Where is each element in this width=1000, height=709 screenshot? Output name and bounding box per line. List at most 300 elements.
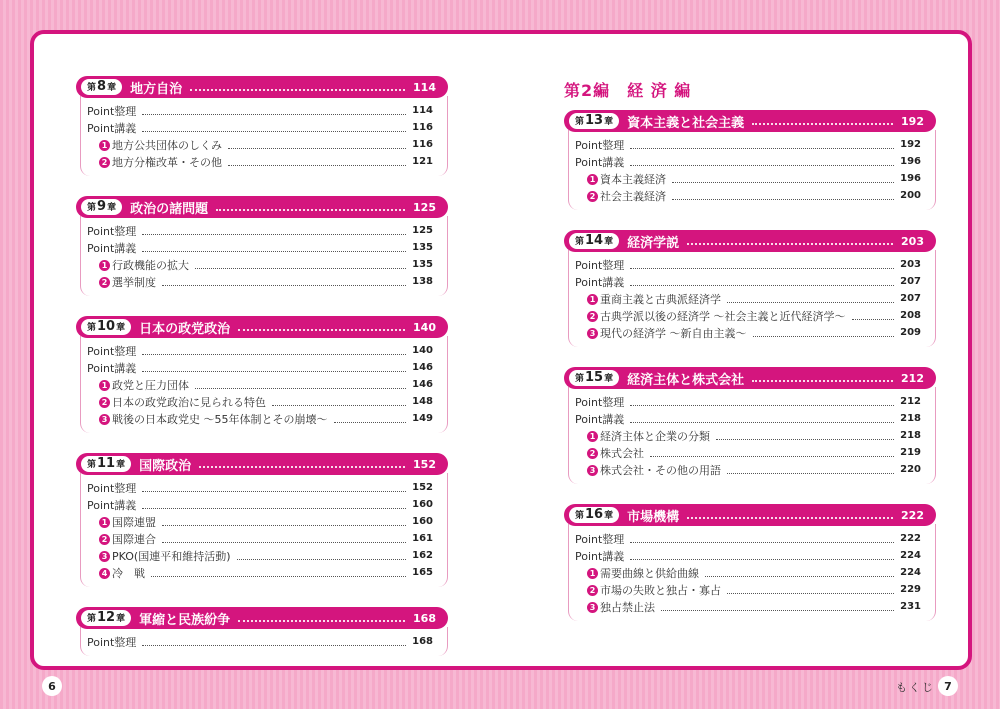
- entry-page: 116: [412, 139, 433, 150]
- chapter-prefix: 第: [575, 374, 585, 384]
- chapter-number: 11: [97, 456, 116, 471]
- entry-label-wrap: [587, 582, 721, 598]
- entry-label-wrap: [87, 634, 136, 650]
- leader-dots: [195, 381, 406, 389]
- entry-label: Point整理: [87, 224, 137, 238]
- chapter-number-badge: [569, 370, 619, 386]
- leader-dots: [727, 466, 894, 474]
- toc-entry[interactable]: [87, 530, 447, 547]
- entry-label-wrap: [99, 154, 222, 170]
- entry-label: Point講義: [575, 549, 625, 563]
- chapter-title: 経済主体と株式会社: [627, 372, 745, 388]
- entry-label-wrap: [587, 599, 655, 615]
- entry-page: 224: [900, 567, 921, 578]
- chapter-prefix: 第: [87, 203, 97, 213]
- entry-label: 選挙制度: [112, 275, 156, 289]
- entry-label: PKO(国連平和維持活動): [112, 549, 231, 563]
- entry-label: 独占禁止法: [600, 600, 655, 614]
- entry-label-wrap: [587, 428, 710, 444]
- entry-label-wrap: [87, 120, 136, 136]
- leader-dots: [228, 158, 406, 166]
- section-number-icon: 2: [587, 448, 598, 459]
- chapter-suffix: 章: [604, 237, 614, 247]
- chapter-number-badge: [569, 507, 619, 523]
- entry-label-wrap: [587, 462, 721, 478]
- entry-label: Point整理: [575, 138, 625, 152]
- entry-page: 218: [900, 430, 921, 441]
- entry-label-wrap: [99, 257, 189, 273]
- chapter-block: [564, 367, 936, 484]
- section-number-icon: 3: [99, 414, 110, 425]
- leader-dots: [630, 261, 894, 269]
- chapter-number-badge: [569, 113, 619, 129]
- toc-entry[interactable]: [87, 119, 447, 136]
- chapter-number: 8: [97, 79, 107, 94]
- chapter-title: 軍縮と民族紛争: [139, 612, 231, 628]
- toc-entry[interactable]: [575, 444, 935, 461]
- entry-label: 冷 戦: [112, 566, 145, 580]
- section-number-icon: 3: [587, 465, 598, 476]
- leader-dots: [142, 124, 406, 132]
- chapter-number-badge: [81, 79, 122, 95]
- toc-entry[interactable]: [575, 547, 935, 564]
- chapter-page: 152: [413, 457, 436, 471]
- chapter-heading[interactable]: [76, 196, 448, 218]
- section-number-icon: 3: [587, 602, 598, 613]
- toc-entry[interactable]: [575, 598, 935, 615]
- entry-page: 114: [412, 105, 433, 116]
- leader-dots: [705, 569, 894, 577]
- chapter-prefix: 第: [87, 323, 97, 333]
- chapter-heading[interactable]: [564, 367, 936, 389]
- chapter-block: [564, 110, 936, 210]
- leader-dots: [672, 192, 894, 200]
- toc-entry[interactable]: [87, 410, 447, 427]
- leader-dots: [687, 237, 893, 245]
- toc-entry[interactable]: [575, 307, 935, 324]
- leader-dots: [672, 175, 894, 183]
- entry-label-wrap: [99, 531, 156, 547]
- chapter-title: 経済学説: [627, 235, 680, 251]
- entry-label-wrap: [99, 137, 222, 153]
- chapter-number: 16: [585, 507, 604, 522]
- entry-page: 207: [900, 293, 921, 304]
- entry-label-wrap: [575, 257, 624, 273]
- entry-label-wrap: [587, 325, 747, 341]
- entry-label-wrap: [587, 445, 644, 461]
- leader-dots: [162, 518, 406, 526]
- entry-label: Point講義: [87, 121, 137, 135]
- entry-page: 121: [412, 156, 433, 167]
- entry-label-wrap: [99, 565, 145, 581]
- entry-page: 200: [900, 190, 921, 201]
- chapter-page: 192: [901, 114, 924, 128]
- entry-page: 224: [900, 550, 921, 561]
- leader-dots: [852, 312, 895, 320]
- chapter-items: [80, 96, 448, 176]
- entry-page: 162: [412, 550, 433, 561]
- chapter-items: [80, 336, 448, 433]
- chapter-prefix: 第: [87, 83, 97, 93]
- leader-dots: [237, 552, 407, 560]
- entry-label: Point整理: [575, 532, 625, 546]
- chapter-number-badge: [81, 319, 131, 335]
- entry-page: 160: [412, 516, 433, 527]
- leader-dots: [630, 535, 894, 543]
- leader-dots: [661, 603, 894, 611]
- entry-label: 株式会社・その他の用語: [600, 463, 721, 477]
- toc-entry[interactable]: [87, 393, 447, 410]
- chapter-items: [568, 387, 936, 484]
- section-number-icon: 1: [99, 517, 110, 528]
- section-number-icon: 2: [587, 191, 598, 202]
- toc-entry[interactable]: [87, 256, 447, 273]
- section-number-icon: 1: [587, 294, 598, 305]
- toc-entry[interactable]: [575, 393, 935, 410]
- entry-label-wrap: [575, 274, 624, 290]
- chapter-title: 政治の諸問題: [130, 201, 209, 217]
- entry-label-wrap: [87, 360, 136, 376]
- entry-label-wrap: [575, 394, 624, 410]
- entry-label: 国際連合: [112, 532, 156, 546]
- chapter-prefix: 第: [575, 237, 585, 247]
- entry-page: 168: [412, 636, 433, 647]
- entry-label-wrap: [575, 548, 624, 564]
- entry-page: 135: [412, 242, 433, 253]
- toc-entry[interactable]: [87, 633, 447, 650]
- section-number-icon: 2: [99, 534, 110, 545]
- chapter-items: [80, 627, 448, 656]
- chapter-suffix: 章: [604, 511, 614, 521]
- entry-label: Point講義: [575, 155, 625, 169]
- chapter-block: [76, 607, 448, 656]
- chapter-number: 14: [585, 233, 604, 248]
- chapter-suffix: 章: [107, 203, 117, 213]
- entry-label: Point講義: [87, 361, 137, 375]
- toc-entry[interactable]: [87, 239, 447, 256]
- entry-label-wrap: [87, 480, 136, 496]
- entry-label: Point整理: [87, 104, 137, 118]
- chapter-heading[interactable]: [76, 453, 448, 475]
- chapter-page: 125: [413, 200, 436, 214]
- section-number-icon: 3: [99, 551, 110, 562]
- section-number-icon: 2: [99, 277, 110, 288]
- chapter-prefix: 第: [575, 511, 585, 521]
- chapter-block: [76, 316, 448, 433]
- entry-label: 資本主義経済: [600, 172, 666, 186]
- entry-label: 地方分権改革・その他: [112, 155, 222, 169]
- page-number-right: 7: [938, 676, 958, 696]
- toc-entry[interactable]: [87, 479, 447, 496]
- entry-page: 152: [412, 482, 433, 493]
- chapter-number-badge: [81, 456, 131, 472]
- section-number-icon: 1: [587, 174, 598, 185]
- entry-page: 196: [900, 156, 921, 167]
- section-number-icon: 1: [99, 380, 110, 391]
- chapter-suffix: 章: [116, 323, 126, 333]
- entry-page: 219: [900, 447, 921, 458]
- toc-entry[interactable]: [575, 290, 935, 307]
- entry-label: Point整理: [575, 395, 625, 409]
- leader-dots: [272, 398, 406, 406]
- toc-entry[interactable]: [575, 581, 935, 598]
- section-number-icon: 4: [99, 568, 110, 579]
- entry-page: 116: [412, 122, 433, 133]
- toc-entry[interactable]: [87, 496, 447, 513]
- entry-label: 日本の政党政治に見られる特色: [112, 395, 266, 409]
- entry-label: Point講義: [87, 498, 137, 512]
- toc-entry[interactable]: [575, 136, 935, 153]
- chapter-title: 日本の政党政治: [139, 321, 231, 337]
- toc-entry[interactable]: [575, 256, 935, 273]
- entry-page: 192: [900, 139, 921, 150]
- entry-label-wrap: [99, 394, 266, 410]
- entry-page: 209: [900, 327, 921, 338]
- leader-dots: [162, 278, 406, 286]
- entry-label-wrap: [87, 103, 136, 119]
- entry-label-wrap: [575, 531, 624, 547]
- chapter-page: 114: [413, 80, 436, 94]
- toc-entry[interactable]: [575, 187, 935, 204]
- leader-dots: [630, 552, 894, 560]
- section-number-icon: 1: [587, 568, 598, 579]
- leader-dots: [142, 227, 406, 235]
- entry-label: Point整理: [575, 258, 625, 272]
- chapter-heading[interactable]: [564, 230, 936, 252]
- entry-label-wrap: [99, 514, 156, 530]
- leader-dots: [238, 614, 405, 622]
- chapter-suffix: 章: [116, 460, 126, 470]
- leader-dots: [630, 141, 894, 149]
- chapter-title: 地方自治: [130, 81, 183, 97]
- entry-label-wrap: [87, 497, 136, 513]
- part-title: 第2編 経 済 編: [564, 81, 692, 100]
- chapter-block: [76, 453, 448, 587]
- section-number-icon: 1: [587, 431, 598, 442]
- entry-page: 212: [900, 396, 921, 407]
- leader-dots: [195, 261, 406, 269]
- chapter-page: 203: [901, 234, 924, 248]
- leader-dots: [142, 638, 406, 646]
- chapter-number-badge: [569, 233, 619, 249]
- chapter-page: 140: [413, 320, 436, 334]
- entry-label-wrap: [99, 411, 328, 427]
- chapter-block: [76, 76, 448, 176]
- toc-entry[interactable]: [87, 136, 447, 153]
- section-number-icon: 2: [587, 311, 598, 322]
- chapter-prefix: 第: [575, 117, 585, 127]
- entry-label-wrap: [575, 137, 624, 153]
- entry-label: 政党と圧力団体: [112, 378, 189, 392]
- entry-label: 経済主体と企業の分類: [600, 429, 710, 443]
- leader-dots: [630, 278, 894, 286]
- toc-entry[interactable]: [575, 461, 935, 478]
- chapter-page: 222: [901, 508, 924, 522]
- entry-label: Point講義: [575, 275, 625, 289]
- leader-dots: [162, 535, 406, 543]
- chapter-number-badge: [81, 199, 122, 215]
- entry-page: 148: [412, 396, 433, 407]
- entry-label: 古典学派以後の経済学 〜社会主義と近代経済学〜: [600, 309, 846, 323]
- entry-label-wrap: [575, 411, 624, 427]
- entry-page: 149: [412, 413, 433, 424]
- entry-label-wrap: [587, 308, 846, 324]
- toc-entry[interactable]: [87, 273, 447, 290]
- section-number-icon: 3: [587, 328, 598, 339]
- entry-label: Point整理: [87, 635, 137, 649]
- chapter-items: [568, 250, 936, 347]
- chapter-suffix: 章: [604, 117, 614, 127]
- chapter-items: [568, 130, 936, 210]
- toc-entry[interactable]: [87, 564, 447, 581]
- left-column: [76, 76, 448, 676]
- entry-page: 196: [900, 173, 921, 184]
- entry-page: 125: [412, 225, 433, 236]
- entry-label: 地方公共団体のしくみ: [112, 138, 222, 152]
- entry-page: 207: [900, 276, 921, 287]
- leader-dots: [151, 569, 406, 577]
- chapter-heading[interactable]: [76, 76, 448, 98]
- toc-entry[interactable]: [575, 170, 935, 187]
- entry-label: 社会主義経済: [600, 189, 666, 203]
- leader-dots: [216, 203, 405, 211]
- leader-dots: [142, 244, 406, 252]
- leader-dots: [142, 484, 406, 492]
- leader-dots: [142, 107, 406, 115]
- entry-page: 146: [412, 362, 433, 373]
- chapter-heading[interactable]: [564, 504, 936, 526]
- leader-dots: [334, 415, 407, 423]
- entry-label-wrap: [99, 274, 156, 290]
- chapter-block: [76, 196, 448, 296]
- chapter-number: 15: [585, 370, 604, 385]
- chapter-block: [564, 504, 936, 621]
- entry-page: 208: [900, 310, 921, 321]
- entry-label-wrap: [99, 377, 189, 393]
- chapter-heading[interactable]: [76, 316, 448, 338]
- entry-label-wrap: [587, 565, 699, 581]
- chapter-number-badge: [81, 610, 131, 626]
- entry-page: 160: [412, 499, 433, 510]
- leader-dots: [238, 323, 405, 331]
- toc-entry[interactable]: [87, 513, 447, 530]
- entry-page: 229: [900, 584, 921, 595]
- entry-label-wrap: [87, 223, 136, 239]
- chapter-suffix: 章: [116, 614, 126, 624]
- section-number-icon: 1: [99, 260, 110, 271]
- leader-dots: [630, 158, 894, 166]
- entry-label: 戦後の日本政党史 〜55年体制とその崩壊〜: [112, 412, 328, 426]
- entry-label-wrap: [87, 343, 136, 359]
- leader-dots: [630, 415, 894, 423]
- chapter-items: [80, 216, 448, 296]
- toc-entry[interactable]: [575, 273, 935, 290]
- entry-page: 138: [412, 276, 433, 287]
- leader-dots: [142, 364, 406, 372]
- entry-label: 国際連盟: [112, 515, 156, 529]
- section-number-icon: 2: [99, 157, 110, 168]
- entry-label: Point講義: [575, 412, 625, 426]
- entry-page: 161: [412, 533, 433, 544]
- entry-label: 市場の失敗と独占・寡占: [600, 583, 721, 597]
- toc-entry[interactable]: [87, 222, 447, 239]
- toc-entry[interactable]: [575, 410, 935, 427]
- entry-label: Point整理: [87, 344, 137, 358]
- leader-dots: [199, 460, 405, 468]
- leader-dots: [630, 398, 894, 406]
- chapter-title: 国際政治: [139, 458, 192, 474]
- entry-label: 行政機能の拡大: [112, 258, 189, 272]
- toc-entry[interactable]: [575, 564, 935, 581]
- toc-entry[interactable]: [575, 530, 935, 547]
- entry-label: Point整理: [87, 481, 137, 495]
- chapter-page: 212: [901, 371, 924, 385]
- leader-dots: [752, 117, 893, 125]
- chapter-heading[interactable]: [76, 607, 448, 629]
- entry-label-wrap: [99, 548, 231, 564]
- entry-page: 231: [900, 601, 921, 612]
- entry-page: 165: [412, 567, 433, 578]
- leader-dots: [228, 141, 406, 149]
- chapter-items: [80, 473, 448, 587]
- entry-label-wrap: [87, 240, 136, 256]
- entry-label: Point講義: [87, 241, 137, 255]
- entry-label-wrap: [587, 188, 666, 204]
- chapter-number: 12: [97, 610, 116, 625]
- toc-entry[interactable]: [87, 153, 447, 170]
- chapter-heading[interactable]: [564, 110, 936, 132]
- leader-dots: [142, 347, 406, 355]
- toc-entry[interactable]: [87, 342, 447, 359]
- leader-dots: [716, 432, 894, 440]
- toc-entry[interactable]: [575, 324, 935, 341]
- chapter-block: [564, 230, 936, 347]
- leader-dots: [753, 329, 895, 337]
- chapter-suffix: 章: [107, 83, 117, 93]
- entry-label: 需要曲線と供給曲線: [600, 566, 699, 580]
- entry-page: 220: [900, 464, 921, 475]
- chapter-prefix: 第: [87, 614, 97, 624]
- entry-label: 現代の経済学 〜新自由主義〜: [600, 326, 747, 340]
- leader-dots: [727, 295, 894, 303]
- entry-page: 218: [900, 413, 921, 424]
- right-column: [564, 80, 936, 641]
- toc-entry[interactable]: [87, 359, 447, 376]
- leader-dots: [687, 511, 893, 519]
- toc-entry[interactable]: [87, 376, 447, 393]
- toc-entry[interactable]: [87, 102, 447, 119]
- leader-dots: [727, 586, 894, 594]
- entry-page: 140: [412, 345, 433, 356]
- chapter-page: 168: [413, 611, 436, 625]
- chapter-number: 10: [97, 319, 116, 334]
- entry-label: 株式会社: [600, 446, 644, 460]
- entry-page: 203: [900, 259, 921, 270]
- entry-label-wrap: [587, 171, 666, 187]
- chapter-suffix: 章: [604, 374, 614, 384]
- chapter-number: 9: [97, 199, 107, 214]
- section-number-icon: 2: [587, 585, 598, 596]
- toc-entry[interactable]: [575, 153, 935, 170]
- chapter-title: 資本主義と社会主義: [627, 115, 745, 131]
- entry-label-wrap: [575, 154, 624, 170]
- entry-page: 222: [900, 533, 921, 544]
- toc-entry[interactable]: [575, 427, 935, 444]
- leader-dots: [142, 501, 406, 509]
- contents-label: もくじ: [896, 681, 935, 694]
- leader-dots: [190, 83, 405, 91]
- toc-entry[interactable]: [87, 547, 447, 564]
